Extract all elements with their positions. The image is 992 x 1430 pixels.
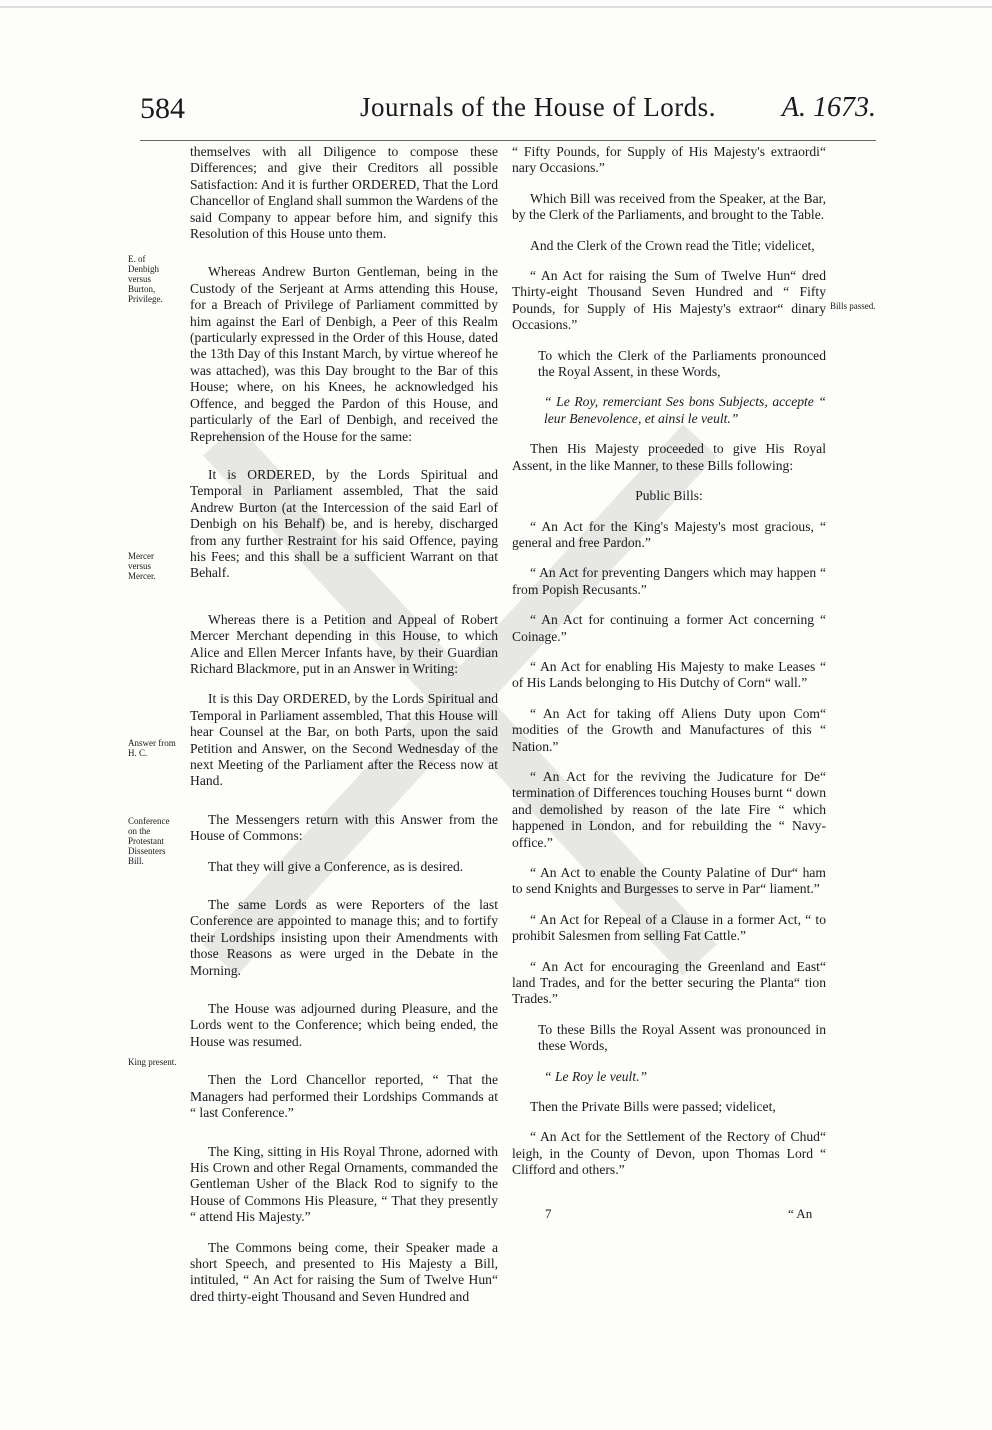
- page-edge: [0, 6, 992, 8]
- royal-formula: “ Le Roy, remerciant Ses bons Subjects, accepte “ leur Benevolence, et ainsi le veult.”: [544, 394, 826, 426]
- paragraph: themselves with all Diligence to compose these Differences; and give their Creditors all possible Satisfaction: And it is further ORDERED, That the Lord Chancellor of England shall summon the Wardens of the said Company to appear before him, and signify this Resolution of this House unto them.: [190, 144, 498, 242]
- paragraph: The House was adjourned during Pleasure, and the Lords went to the Conference; which being ended, the House was resumed.: [190, 1001, 498, 1049]
- paragraph: The King, sitting in His Royal Throne, adorned with His Crown and other Regal Ornaments, commanded the Gentleman Usher of the Black Rod to signify to the House of Commons His Pleasure, “ That they presently “ attend His Majesty.”: [190, 1143, 498, 1225]
- bill-entry: “ An Act to enable the County Palatine of Dur“ ham to send Knights and Burgesses to serve in Par“ liament.”: [512, 865, 826, 897]
- bill-entry: “ An Act for continuing a former Act concerning “ Coinage.”: [512, 612, 826, 644]
- margin-note-answer: Answer from H. C.: [128, 738, 176, 758]
- paragraph: To these Bills the Royal Assent was pronounced in these Words,: [538, 1021, 826, 1054]
- left-column: [190, 144, 498, 1319]
- paragraph: To which the Clerk of the Parliaments pronounced the Royal Assent, in these Words,: [538, 347, 826, 380]
- right-column: [512, 144, 826, 1193]
- margin-note-mercer: Mercer versus Mercer.: [128, 551, 156, 581]
- paragraph: It is ORDERED, by the Lords Spiritual and Temporal in Parliament assembled, That the said Andrew Burton (at the Intercession of the said Earl of Denbigh on his Behalf) be, and is hereby, discharged from any further Restraint for his said Offence, paying his Fees; and this shall be a sufficient Warrant on that Behalf.: [190, 466, 498, 581]
- journal-title: Journals of the House of Lords.: [360, 92, 716, 122]
- paragraph: “ Fifty Pounds, for Supply of His Majesty's extraordi“ nary Occasions.”: [512, 144, 826, 176]
- header-rule: [140, 140, 876, 141]
- page-header: [140, 92, 876, 136]
- margin-note-conference: Conference on the Protestant Dissenters Bill.: [128, 816, 170, 866]
- paragraph: Whereas Andrew Burton Gentleman, being in the Custody of the Serjeant at Arms attending this House, for a Breach of Privilege of Parliament committed by him against the Earl of Denbigh, a Peer of this Realm (particularly expressed in the Order of this House, dated the 13th Day of this Instant March, by virtue whereof he was attached), was this Day brought to the Bar of this House; where, on his Knees, he acknowledged his Offence, and begged the Pardon of this House, and particularly of the Earl of Denbigh, and received the Reprehension of the House for the same:: [190, 264, 498, 444]
- paragraph: The same Lords as were Reporters of the last Conference are appointed to manage this; and to fortify their Lordships insisting upon their Amendments with those Reasons as were urged in the Debate in the Morning.: [190, 897, 498, 978]
- catchword: “ An: [788, 1206, 813, 1221]
- page-number: 584: [140, 92, 185, 125]
- year-label: A. 1673.: [781, 92, 876, 123]
- bill-entry: “ An Act for enabling His Majesty to make Leases “ of His Lands belonging to His Dutchy of Corn“ wall.”: [512, 658, 826, 691]
- bill-entry: “ An Act for the reviving the Judicature for De“ termination of Differences touching Houses burnt “ down and demolished by reason of the late Fire “ which happened in London, and for rebuilding the “ Navy-office.”: [512, 768, 826, 850]
- paragraph: Then the Lord Chancellor reported, “ That the Managers had performed their Lordships Commands at “ last Conference.”: [190, 1072, 498, 1121]
- bill-entry: “ An Act for taking off Aliens Duty upon Com“ modities of the Growth and Manufactures of this “ Nation.”: [512, 705, 826, 754]
- signature-mark: 7: [545, 1206, 552, 1221]
- paragraph: Which Bill was received from the Speaker, at the Bar, by the Clerk of the Parliaments, and brought to the Table.: [512, 190, 826, 223]
- bill-entry: “ An Act for the King's Majesty's most gracious, “ general and free Pardon.”: [512, 518, 826, 550]
- margin-note-king: King present.: [128, 1057, 177, 1067]
- royal-formula: “ Le Roy le veult.”: [544, 1068, 648, 1084]
- bill-entry: “ An Act for Repeal of a Clause in a former Act, “ to prohibit Salesmen from selling Fat Cattle.”: [512, 911, 826, 944]
- paragraph: Then the Private Bills were passed; videlicet,: [530, 1099, 776, 1115]
- paragraph: The Messengers return with this Answer from the House of Commons:: [190, 811, 498, 844]
- bill-entry: “ An Act for preventing Dangers which may happen “ from Popish Recusants.”: [512, 565, 826, 597]
- margin-note-bills: Bills passed.: [830, 301, 876, 311]
- paragraph: That they will give a Conference, as is desired.: [208, 858, 464, 874]
- paragraph: It is this Day ORDERED, by the Lords Spiritual and Temporal in Parliament assembled, That this House will hear Counsel at the Bar, on both Parts, upon the said Petition and Answer, on the Second Wednesday of the next Meeting of the Parliament after the Recess now at Hand.: [190, 691, 498, 789]
- section-heading: Public Bills:: [635, 488, 703, 504]
- paragraph: Then His Majesty proceeded to give His Royal Assent, in the like Manner, to these Bills following:: [512, 441, 826, 473]
- bill-entry: “ An Act for encouraging the Greenland and East“ land Trades, and for the better securing the Planta“ tion Trades.”: [512, 958, 826, 1007]
- paragraph: And the Clerk of the Crown read the Title; videlicet,: [530, 237, 815, 253]
- bill-entry: “ An Act for raising the Sum of Twelve Hun“ dred Thirty-eight Thousand Seven Hundred and “ Fifty Pounds, for Supply of His Majesty's extraor“ dinary Occasions.”: [512, 268, 826, 333]
- margin-note-denbigh: E. of Denbigh versus Burton, Privilege.: [128, 254, 163, 304]
- paragraph: Whereas there is a Petition and Appeal of Robert Mercer Merchant depending in this House, to which Alice and Ellen Mercer Infants have, by their Guardian Richard Blackmore, put in an Answer in Writing:: [190, 611, 498, 676]
- bill-entry: “ An Act for the Settlement of the Rectory of Chud“ leigh, in the County of Devon, upon Thomas Lord “ Clifford and others.”: [512, 1129, 826, 1178]
- paragraph: The Commons being come, their Speaker made a short Speech, and presented to His Majesty a Bill, intituled, “ An Act for raising the Sum of Twelve Hun“ dred thirty-eight Thousand and Seven Hundred and: [190, 1239, 498, 1304]
